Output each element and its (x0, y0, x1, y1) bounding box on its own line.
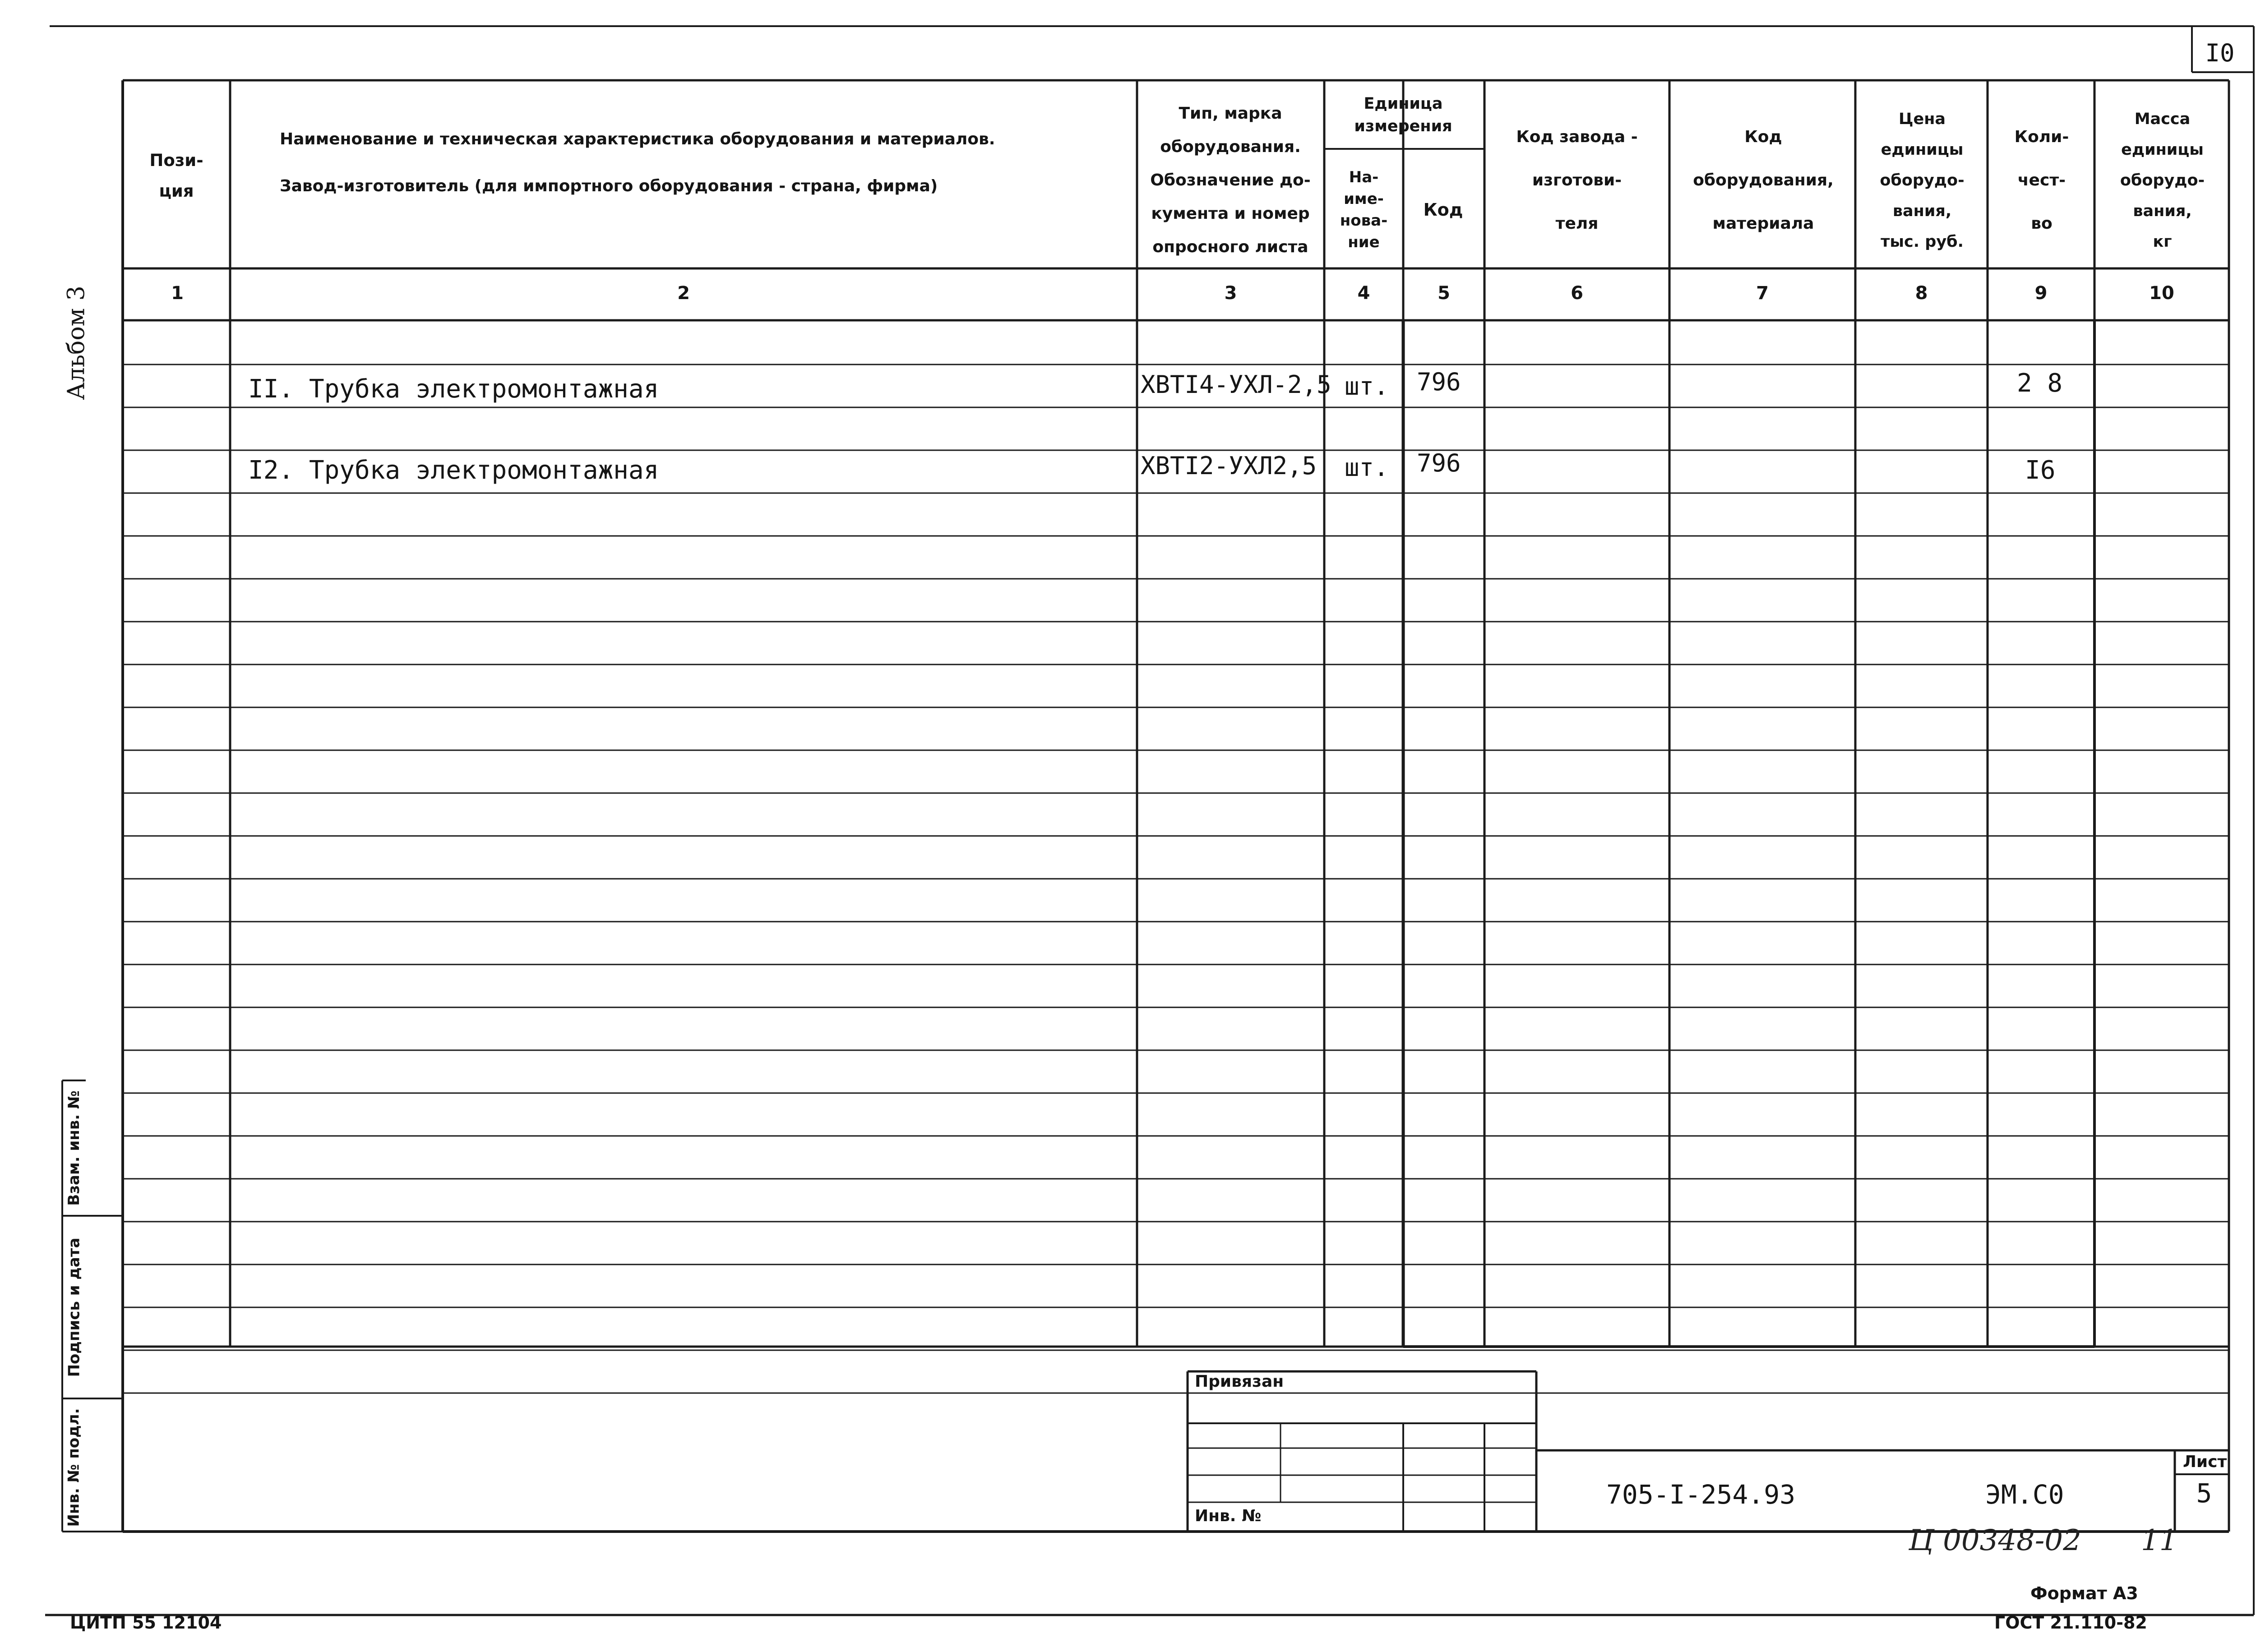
header-plant-code: Код завода - изготови- теля (1516, 128, 1638, 233)
header-unit-name: На- име- нова- ние (1340, 168, 1388, 251)
side-stamp-original-inv (62, 1398, 86, 1536)
side-stamp-replace-inv-text: Взам. инв. № (65, 1090, 83, 1206)
column-number-6: 6 (1571, 283, 1583, 304)
row-2-quantity: I6 (2025, 456, 2056, 485)
row-2-unit: шт. (1345, 453, 1389, 482)
header-quantity: Коли- чест- во (2014, 128, 2069, 233)
side-stamp-signature (62, 1218, 86, 1396)
document-code: 705-I-254.93 (1606, 1479, 1796, 1510)
side-stamp-original-inv-text: Инв. № подл. (65, 1407, 83, 1527)
side-stamp-signature-text: Подпись и дата (65, 1237, 83, 1377)
row-1-quantity: 2 8 (2017, 369, 2063, 398)
header-unit-group: Единица измерения (1354, 95, 1452, 135)
row-1-name: II. Трубка электромонтажная (248, 374, 659, 404)
header-name (230, 81, 1137, 271)
header-price: Цена единицы оборудо- вания, тыс. руб. (1880, 110, 1965, 251)
column-number-2: 2 (677, 283, 690, 304)
header-equipment-code: Код оборудования, материала (1693, 128, 1834, 233)
document-mark: ЭМ.С0 (1985, 1479, 2064, 1510)
header-position: Пози- ция (149, 151, 203, 201)
header-unit-code: Код (1423, 200, 1463, 220)
column-number-4: 4 (1357, 283, 1370, 304)
sheet-label: Лист (2183, 1453, 2227, 1471)
row-1-code: 796 (1417, 368, 1461, 396)
header-name-line2: Завод-изготовитель (для импортного оборудования - страна, фирма) (280, 177, 938, 195)
side-stamp-replace-inv (62, 1080, 86, 1216)
header-mass: Масса единицы оборудо- вания, кг (2120, 110, 2205, 251)
row-1-unit: шт. (1345, 372, 1389, 401)
format-label: Формат А3 (2030, 1583, 2138, 1603)
gost-label: ГОСТ 21.110-82 (1994, 1613, 2147, 1633)
column-number-9: 9 (2034, 283, 2048, 304)
column-number-1: 1 (171, 283, 184, 304)
column-number-8: 8 (1915, 283, 1928, 304)
row-1-type: ХВТI4-УХЛ-2,5 (1141, 370, 1331, 399)
column-number-7: 7 (1756, 283, 1769, 304)
row-2-type: ХВТI2-УХЛ2,5 (1141, 452, 1317, 480)
row-2-code: 796 (1417, 449, 1461, 477)
handwritten-page-number: 11 (2141, 1524, 2178, 1557)
handwritten-archive-number: Ц 00348-02 (1909, 1524, 2081, 1557)
header-type: Тип, марка оборудования. Обозначение до- кумента и номер опросного листа (1150, 104, 1311, 256)
publisher-label: ЦИТП 55 12104 (70, 1613, 222, 1633)
album-label (45, 271, 108, 415)
column-number-3: 3 (1224, 283, 1237, 304)
row-2-name: I2. Трубка электромонтажная (248, 456, 659, 485)
sheet-number: 5 (2196, 1478, 2212, 1509)
column-number-10: 10 (2149, 283, 2174, 304)
top-sheet-number: I0 (2205, 38, 2235, 67)
inv-number-label: Инв. № (1195, 1507, 1262, 1525)
column-number-5: 5 (1438, 283, 1450, 304)
privyazan-label: Привязан (1195, 1372, 1284, 1391)
header-name-line1: Наименование и техническая характеристика оборудования и материалов. (280, 130, 995, 148)
album-label-text: Альбом 3 (63, 286, 90, 400)
